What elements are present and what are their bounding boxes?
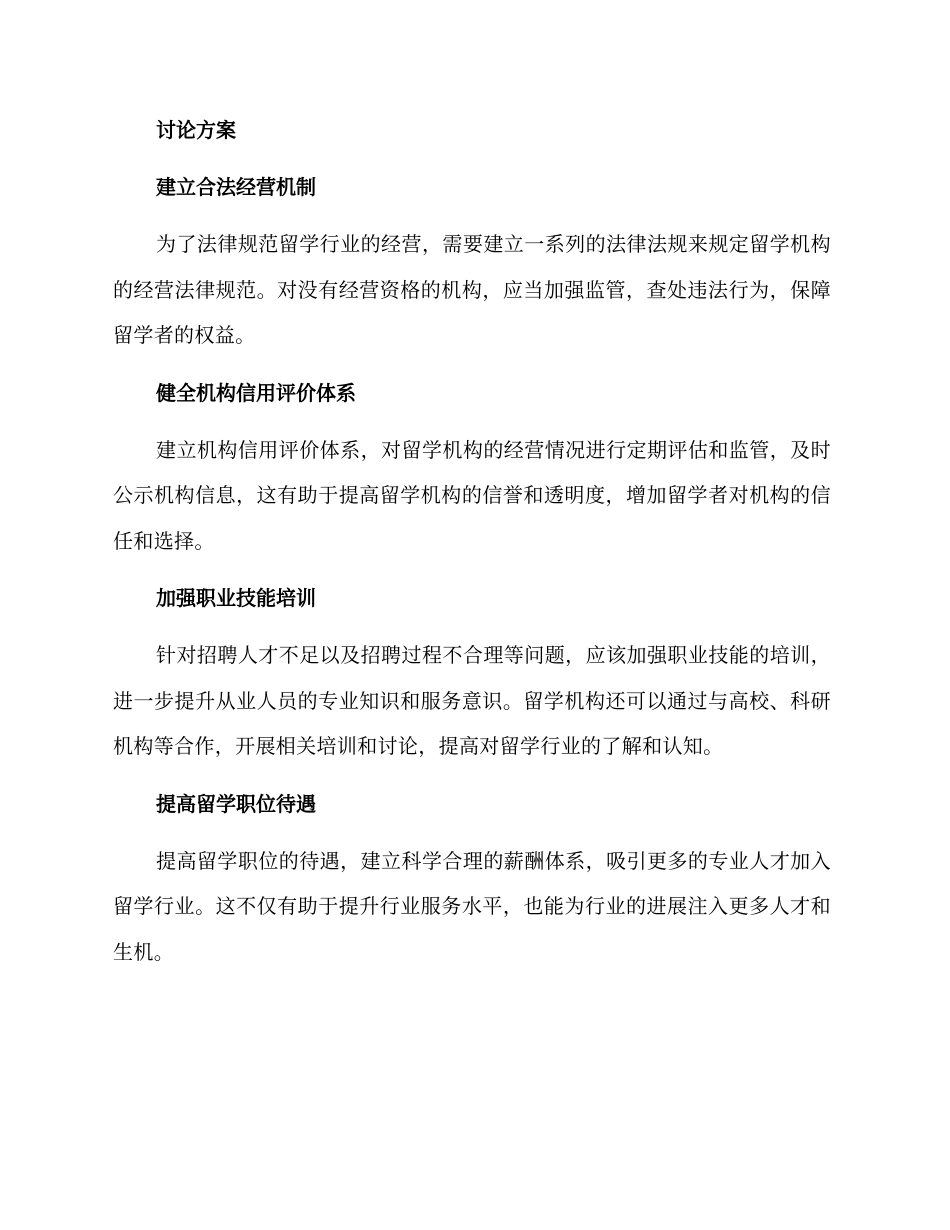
document-title: 讨论方案 [156, 118, 236, 142]
section-body-credit-evaluation: 建立机构信用评价体系，对留学机构的经营情况进行定期评估和监管，及时公示机构信息，这有助于提高留学机构的信誉和透明度，增加留学者对机构的信任和选择。 [113, 437, 831, 553]
section-body-skills-training: 针对招聘人才不足以及招聘过程不合理等问题，应该加强职业技能的培训，进一步提升从业人员的专业知识和服务意识。留学机构还可以通过与高校、科研机构等合作，开展相关培训和讨论，提高对留学行业的了解和认知。 [113, 643, 831, 758]
document-page [113, 108, 831, 987]
section-heading-legal-operation: 建立合法经营机制 [156, 175, 316, 199]
section-heading-skills-training: 加强职业技能培训 [156, 586, 316, 610]
section-heading-credit-evaluation: 健全机构信用评价体系 [156, 380, 356, 405]
section-heading-job-benefits: 提高留学职位待遇 [156, 791, 316, 816]
section-body-job-benefits: 提高留学职位的待遇，建立科学合理的薪酬体系，吸引更多的专业人才加入留学行业。这不仅有助于提升行业服务水平，也能为行业的进展注入更多人才和生机。 [113, 848, 831, 964]
section-body-legal-operation: 为了法律规范留学行业的经营，需要建立一系列的法律法规来规定留学机构的经营法律规范。对没有经营资格的机构，应当加强监管，查处违法行为，保障留学者的权益。 [113, 232, 831, 347]
